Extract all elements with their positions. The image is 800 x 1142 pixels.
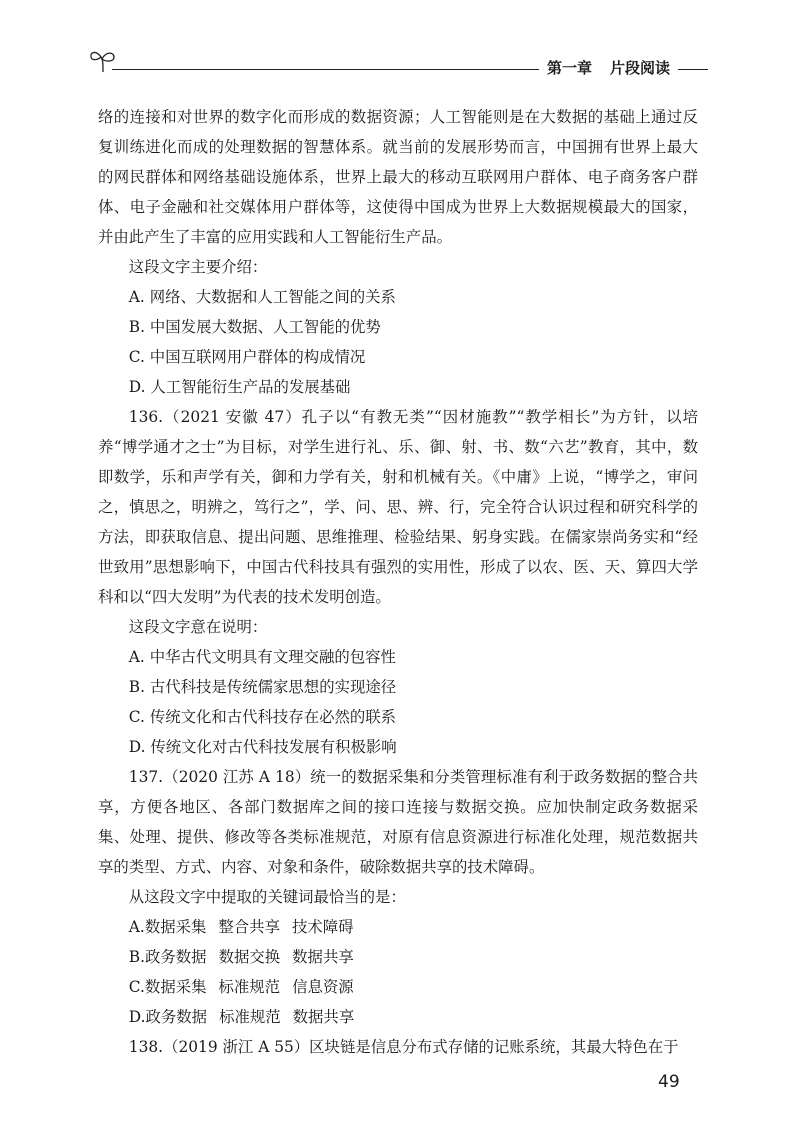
option-b: B.政务数据 数据交换 数据共享 [128, 948, 354, 966]
header-title [539, 57, 678, 79]
section-label: 片段阅读 [609, 59, 670, 77]
question-136: 136.（2021 安徽 47）孔子以“有教无类”“因材施教”“教学相长”为方针，以培养“博学通才之士”为目标，对学生进行礼、乐、御、射、书、数“六艺”教育，其中，数即数学，乐和声学有关，御和力学有关，射和机械有关。《中庸》上说，“博学之，审问之，慎思之，明辨之，笃行之”，学、问、思、辨、行，完全符合认识过程和研究科学的方法，即获取信息、提出问题、思维推理、检验结果、躬身实践。在儒家崇尚务实和“经世致用”思想影响下，中国古代科技具有强烈的实用性，形成了以农、医、天、算四大学科和以“四大发明”为代表的技术发明创造。 [98, 408, 698, 606]
option-c: C.数据采集 标准规范 信息资源 [128, 978, 354, 996]
question-stem: 这段文字意在说明： [128, 618, 268, 636]
question-stem: 这段文字主要介绍： [128, 258, 268, 276]
sprout-icon [88, 48, 118, 74]
option-d: D. 人工智能衍生产品的发展基础 [128, 378, 351, 396]
option-c: C. 中国互联网用户群体的构成情况 [128, 348, 366, 366]
option-a: A.数据采集 整合共享 技术障碍 [128, 918, 354, 936]
option-a: A. 中华古代文明具有文理交融的包容性 [128, 648, 396, 666]
question-138: 138.（2019 浙江 A 55）区块链是信息分布式存储的记账系统，其最大特色在于 [128, 1038, 679, 1056]
running-header [88, 48, 708, 78]
page-number: 49 [658, 1072, 680, 1092]
option-b: B. 古代科技是传统儒家思想的实现途径 [128, 678, 397, 696]
question-stem: 从这段文字中提取的关键词最恰当的是： [128, 888, 406, 906]
option-c: C. 传统文化和古代科技存在必然的联系 [128, 708, 397, 726]
option-b: B. 中国发展大数据、人工智能的优势 [128, 318, 381, 336]
option-d: D.政务数据 标准规范 数据共享 [128, 1008, 355, 1026]
option-d: D. 传统文化对古代科技发展有积极影响 [128, 738, 397, 756]
option-a: A. 网络、大数据和人工智能之间的关系 [128, 288, 396, 306]
chapter-label: 第一章 [546, 59, 592, 77]
question-137: 137.（2020 江苏 A 18）统一的数据采集和分类管理标准有利于政务数据的整合共享，方便各地区、各部门数据库之间的接口连接与数据交换。应加快制定政务数据采集、处理、提供、修改等各类标准规范，对原有信息资源进行标准化处理，规范数据共享的类型、方式、内容、对象和条件，破除数据共享的技术障碍。 [98, 768, 698, 876]
page-body [98, 102, 698, 1062]
continued-paragraph: 络的连接和对世界的数字化而形成的数据资源；人工智能则是在大数据的基础上通过反复训练进化而成的处理数据的智慧体系。就当前的发展形势而言，中国拥有世界上最大的网民群体和网络基础设施体系，世界上最大的移动互联网用户群体、电子商务客户群体、电子金融和社交媒体用户群体等，这使得中国成为世界上大数据规模最大的国家，并由此产生了丰富的应用实践和人工智能衍生产品。 [98, 108, 698, 246]
